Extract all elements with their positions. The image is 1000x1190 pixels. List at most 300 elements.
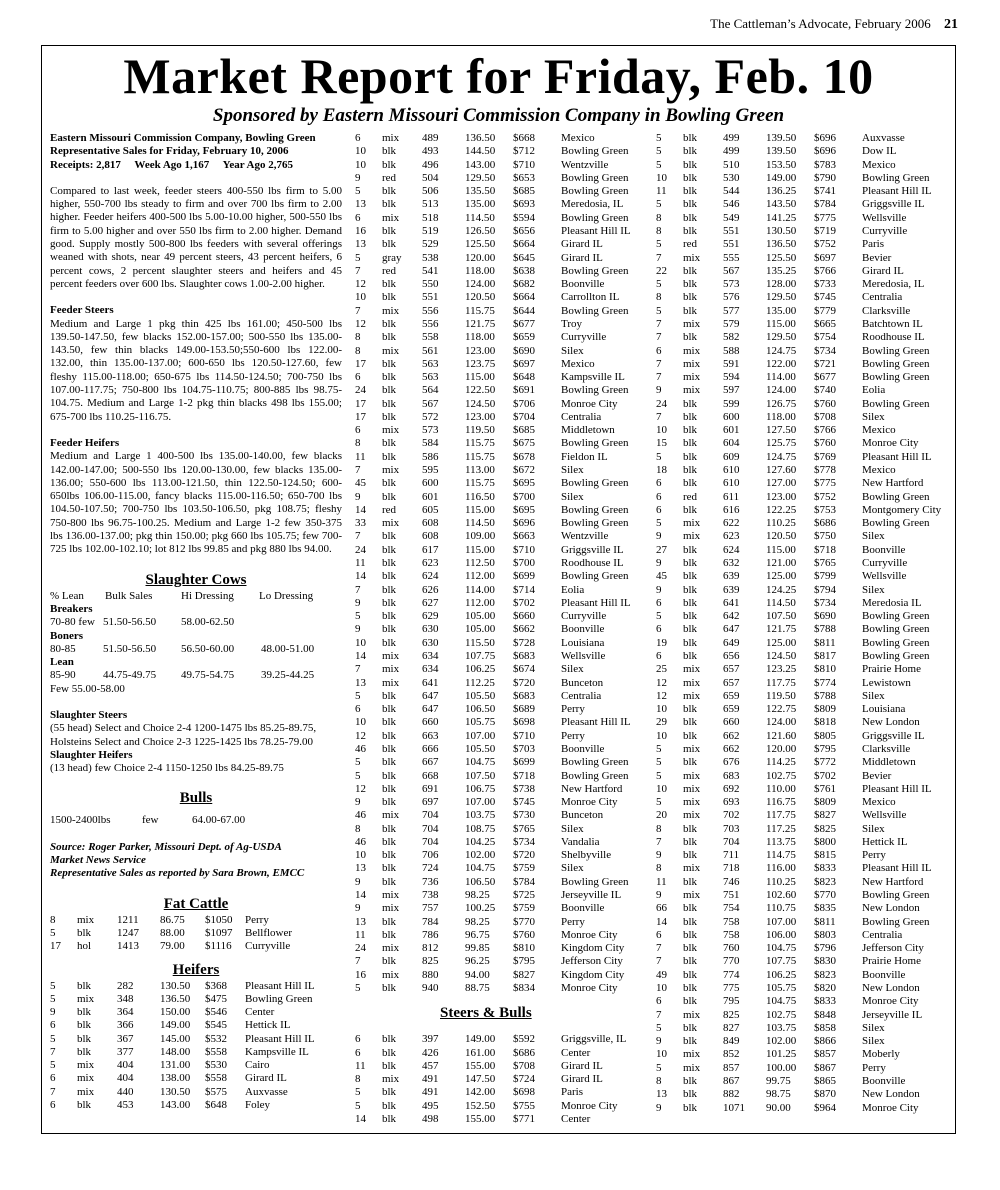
breed: blk xyxy=(683,849,698,862)
head-count: 5 xyxy=(656,198,662,211)
sale-row xyxy=(355,384,631,397)
weight: 538 xyxy=(422,251,439,264)
weight: 634 xyxy=(422,663,439,676)
price-head: $546 xyxy=(205,1006,227,1019)
head-count: 13 xyxy=(355,862,366,875)
sale-row xyxy=(355,677,631,690)
breed: blk xyxy=(683,583,698,596)
price-cwt: 130.50 xyxy=(160,1085,191,1098)
breed: blk xyxy=(382,835,397,848)
sale-row xyxy=(355,331,631,344)
price-head: $799 xyxy=(814,570,836,583)
breed: blk xyxy=(683,224,698,237)
price-head: $532 xyxy=(205,1032,227,1045)
weight: 622 xyxy=(723,517,740,530)
sale-row xyxy=(355,849,631,862)
weight: 504 xyxy=(422,171,439,184)
weight: 704 xyxy=(422,822,439,835)
sale-row xyxy=(656,916,941,929)
sale-row xyxy=(355,464,631,477)
price-cwt: 124.00 xyxy=(766,716,797,729)
sale-row xyxy=(355,637,631,650)
head-count: 5 xyxy=(656,158,662,171)
location: Carrollton IL xyxy=(561,291,620,304)
head-count: 6 xyxy=(656,503,662,516)
weight: 600 xyxy=(422,477,439,490)
location: Wellsville xyxy=(862,809,907,822)
sale-row xyxy=(656,796,941,809)
location: Moberly xyxy=(862,1048,900,1061)
breed: blk xyxy=(683,264,698,277)
sale-row xyxy=(50,927,292,940)
feeder-heifers-block xyxy=(50,437,342,557)
lean-few: Few 55.00-58.00 xyxy=(50,682,125,695)
price-cwt: 114.25 xyxy=(766,756,796,769)
price-head: $677 xyxy=(513,317,535,330)
sale-row xyxy=(355,663,631,676)
head-count: 12 xyxy=(656,689,667,702)
sale-row xyxy=(355,398,631,411)
weight: 519 xyxy=(422,224,439,237)
head-count: 6 xyxy=(355,371,361,384)
price-cwt: 114.50 xyxy=(766,596,796,609)
price-cwt: 143.00 xyxy=(160,1099,191,1112)
breed: blk xyxy=(683,198,698,211)
bulls-row xyxy=(50,814,342,827)
location: Middletown xyxy=(561,424,615,437)
price-cwt: 105.00 xyxy=(465,623,496,636)
price-head: $809 xyxy=(814,703,836,716)
breed: blk xyxy=(683,703,698,716)
price-head: $833 xyxy=(814,995,836,1008)
head-count: 7 xyxy=(656,357,662,370)
price-head: $795 xyxy=(513,955,535,968)
price-head: $754 xyxy=(814,331,836,344)
breed: blk xyxy=(77,1045,92,1058)
sale-row xyxy=(656,969,941,982)
breed: blk xyxy=(683,596,698,609)
location: Prairie Home xyxy=(862,663,921,676)
head-count: 6 xyxy=(656,995,662,1008)
location: Bowling Green xyxy=(862,371,930,384)
location: Silex xyxy=(561,862,584,875)
location: Bowling Green xyxy=(862,517,930,530)
breed: blk xyxy=(683,543,698,556)
price-cwt: 102.75 xyxy=(766,769,797,782)
weight: 605 xyxy=(422,503,439,516)
cell: 80-85 xyxy=(50,642,76,655)
price-cwt: 108.75 xyxy=(465,822,496,835)
price-head: $708 xyxy=(814,410,836,423)
head-count: 11 xyxy=(656,185,667,198)
breed: blk xyxy=(683,1101,698,1114)
weight: 641 xyxy=(723,596,740,609)
breed: blk xyxy=(77,1099,92,1112)
price-head: $530 xyxy=(205,1059,227,1072)
price-head: $728 xyxy=(513,636,535,649)
breed: mix xyxy=(683,676,701,689)
sale-row xyxy=(355,345,631,358)
weight: 604 xyxy=(723,437,740,450)
weight: 660 xyxy=(723,716,740,729)
price-head: $690 xyxy=(814,610,836,623)
price-cwt: 115.00 xyxy=(465,543,495,556)
price-cwt: 107.50 xyxy=(766,610,797,623)
breed: mix xyxy=(683,889,701,902)
sale-row xyxy=(656,902,941,915)
price-head: $686 xyxy=(814,517,836,530)
location: Bowling Green xyxy=(862,610,930,623)
price-head: $686 xyxy=(513,1046,535,1059)
location: Bunceton xyxy=(561,676,604,689)
breed: mix xyxy=(683,371,701,384)
price-head: $753 xyxy=(814,503,836,516)
weight: 757 xyxy=(422,902,439,915)
breed: blk xyxy=(683,304,698,317)
sale-row xyxy=(355,969,631,982)
price-cwt: 121.75 xyxy=(465,317,496,330)
weight: 825 xyxy=(422,955,439,968)
price-cwt: 114.00 xyxy=(766,371,796,384)
weight: 940 xyxy=(422,982,439,994)
sale-row xyxy=(355,252,631,265)
price-cwt: 98.75 xyxy=(766,1088,791,1101)
price-head: $708 xyxy=(513,1059,535,1072)
price-head: $964 xyxy=(814,1101,836,1114)
location: Boonville xyxy=(561,902,605,915)
breed: mix xyxy=(683,251,701,264)
location: Silex xyxy=(862,1021,885,1034)
location: New London xyxy=(862,982,920,994)
breed: mix xyxy=(683,809,701,822)
price-cwt: 124.00 xyxy=(465,278,496,291)
page-title: Market Report for Friday, Feb. 10 xyxy=(123,48,874,104)
head-count: 8 xyxy=(355,344,361,357)
price-cwt: 114.75 xyxy=(766,849,796,862)
sale-row xyxy=(355,358,631,371)
price-cwt: 112.50 xyxy=(465,557,495,569)
weight: 586 xyxy=(422,450,439,463)
weight: 849 xyxy=(723,1035,740,1048)
sale-row xyxy=(656,159,941,172)
location: Curryville xyxy=(561,610,607,623)
price-cwt: 115.75 xyxy=(465,450,495,463)
breed: mix xyxy=(382,809,400,822)
sale-row xyxy=(656,1022,941,1035)
price-cwt: 118.00 xyxy=(766,410,796,423)
location: Silex xyxy=(862,410,885,423)
head-count: 17 xyxy=(355,410,366,423)
price-cwt: 120.50 xyxy=(766,530,797,543)
intro-line-2: Representative Sales for Friday, February 10, 2006 xyxy=(50,145,289,158)
lean-row xyxy=(50,669,342,682)
price-cwt: 114.00 xyxy=(465,583,495,596)
price-head: $770 xyxy=(814,889,836,902)
price-cwt: 123.00 xyxy=(465,344,496,357)
location: Dow IL xyxy=(862,145,897,158)
price-cwt: 135.00 xyxy=(465,198,496,211)
weight: 577 xyxy=(723,304,740,317)
price-cwt: 121.00 xyxy=(766,557,797,569)
breed: blk xyxy=(382,224,397,237)
breed: blk xyxy=(382,557,397,569)
location: Center xyxy=(245,1006,275,1019)
breed: blk xyxy=(382,384,397,397)
head-count: 19 xyxy=(656,636,667,649)
price-head: $1050 xyxy=(205,913,233,926)
weight: 867 xyxy=(723,1074,740,1087)
head-count: 7 xyxy=(50,1085,56,1098)
price-head: $698 xyxy=(513,716,535,729)
location: Silex xyxy=(561,663,584,676)
head-count: 24 xyxy=(656,397,667,410)
price-head: $674 xyxy=(513,663,535,676)
location: Auxvasse xyxy=(862,132,905,144)
price-head: $664 xyxy=(513,291,535,304)
price-head: $685 xyxy=(513,185,535,198)
sale-row xyxy=(355,823,631,836)
sale-row xyxy=(355,916,631,929)
weight: 563 xyxy=(422,371,439,384)
price-cwt: 121.75 xyxy=(766,623,797,636)
price-head: $775 xyxy=(814,211,836,224)
location: Griggsville IL xyxy=(862,729,925,742)
running-head xyxy=(710,16,958,33)
sale-row xyxy=(355,1047,626,1060)
source-line: Representative Sales as reported by Sara Brown, EMCC xyxy=(50,867,305,880)
price-head: $475 xyxy=(205,992,227,1005)
sale-row xyxy=(355,291,631,304)
head-count: 15 xyxy=(656,437,667,450)
price-head: $778 xyxy=(814,464,836,477)
sale-row xyxy=(355,929,631,942)
location: Bowling Green xyxy=(561,517,629,530)
breed: blk xyxy=(683,450,698,463)
weight: 599 xyxy=(723,397,740,410)
weight: 426 xyxy=(422,1046,439,1059)
price-head: $771 xyxy=(513,1112,535,1125)
head-count: 12 xyxy=(355,278,366,291)
head-count: 24 xyxy=(355,543,366,556)
head-count: 9 xyxy=(355,171,361,184)
price-cwt: 119.50 xyxy=(766,689,796,702)
head-count: 9 xyxy=(656,583,662,596)
location: Silex xyxy=(561,490,584,503)
price-cwt: 88.00 xyxy=(160,926,185,939)
location: Meredosia, IL xyxy=(561,198,624,211)
price-cwt: 102.75 xyxy=(766,1008,797,1021)
location: Bellflower xyxy=(245,926,293,939)
heifers-continued-table xyxy=(355,132,631,995)
breed: blk xyxy=(382,397,397,410)
breed: blk xyxy=(683,211,698,224)
location: Bowling Green xyxy=(862,171,930,184)
price-head: $734 xyxy=(814,596,836,609)
price-cwt: 123.00 xyxy=(766,490,797,503)
location: Boonville xyxy=(561,742,605,755)
price-head: $825 xyxy=(814,822,836,835)
sale-row xyxy=(355,716,631,729)
price-head: $820 xyxy=(814,982,836,994)
location: Girard IL xyxy=(561,238,603,251)
head-count: 11 xyxy=(355,450,366,463)
sale-row xyxy=(656,345,941,358)
price-head: $800 xyxy=(814,835,836,848)
sale-row xyxy=(355,743,631,756)
sale-row xyxy=(656,517,941,530)
fat-cattle-block xyxy=(50,894,342,954)
weight: 624 xyxy=(422,570,439,583)
head-count: 6 xyxy=(656,649,662,662)
breed: gray xyxy=(382,251,402,264)
price-head: $834 xyxy=(513,982,535,994)
price-cwt: 144.50 xyxy=(465,145,496,158)
weight: 610 xyxy=(723,464,740,477)
breed: blk xyxy=(382,862,397,875)
price-head: $675 xyxy=(513,437,535,450)
price-cwt: 104.75 xyxy=(766,995,797,1008)
weight: 693 xyxy=(723,796,740,809)
price-head: $740 xyxy=(814,384,836,397)
breed: blk xyxy=(382,955,397,968)
location: Monroe City xyxy=(561,397,618,410)
sale-row xyxy=(355,703,631,716)
price-head: $700 xyxy=(513,490,535,503)
head-count: 5 xyxy=(656,742,662,755)
price-cwt: 107.00 xyxy=(766,915,797,928)
sale-row xyxy=(656,1062,941,1075)
sale-row xyxy=(656,876,941,889)
sale-row xyxy=(656,756,941,769)
breed: blk xyxy=(683,610,698,623)
location: Mexico xyxy=(862,464,896,477)
location: New Hartford xyxy=(561,782,623,795)
head-count: 10 xyxy=(355,716,366,729)
location: Paris xyxy=(862,238,884,251)
head-count: 9 xyxy=(355,902,361,915)
location: Bowling Green xyxy=(561,171,629,184)
price-cwt: 116.50 xyxy=(465,490,495,503)
price-cwt: 100.25 xyxy=(465,902,496,915)
sale-row xyxy=(656,1035,941,1048)
sale-row xyxy=(656,477,941,490)
location: Monroe City xyxy=(561,982,618,994)
breed: mix xyxy=(382,211,400,224)
weight: 711 xyxy=(723,849,740,862)
price-cwt: 126.50 xyxy=(465,224,496,237)
sale-row xyxy=(355,690,631,703)
breed: blk xyxy=(683,171,698,184)
breed: blk xyxy=(683,557,698,569)
breed: mix xyxy=(382,464,400,477)
head-count: 13 xyxy=(355,198,366,211)
weight: 600 xyxy=(723,410,740,423)
weight: 736 xyxy=(422,875,439,888)
breed: blk xyxy=(683,410,698,423)
breed: blk xyxy=(382,782,397,795)
price-head: $712 xyxy=(513,145,535,158)
price-head: $702 xyxy=(513,596,535,609)
weight: 366 xyxy=(117,1019,134,1032)
location: Hettick IL xyxy=(245,1019,291,1032)
price-cwt: 135.25 xyxy=(766,264,797,277)
weight: 656 xyxy=(723,649,740,662)
price-cwt: 107.00 xyxy=(465,796,496,809)
sale-row xyxy=(656,1009,941,1022)
breed: blk xyxy=(382,703,397,716)
price-head: $696 xyxy=(513,517,535,530)
price-cwt: 107.00 xyxy=(465,729,496,742)
head-count: 9 xyxy=(355,623,361,636)
price-head: $848 xyxy=(814,1008,836,1021)
location: Bowling Green xyxy=(862,889,930,902)
price-head: $734 xyxy=(513,835,535,848)
head-count: 66 xyxy=(656,902,667,915)
sale-row xyxy=(656,464,941,477)
sale-row xyxy=(50,980,315,993)
weight: 597 xyxy=(723,384,740,397)
price-cwt: 142.00 xyxy=(465,1086,496,1099)
breed: blk xyxy=(382,185,397,198)
weight: 704 xyxy=(422,835,439,848)
price-head: $695 xyxy=(513,503,535,516)
weight: 518 xyxy=(422,211,439,224)
price-cwt: 125.75 xyxy=(766,437,797,450)
location: Silex xyxy=(561,344,584,357)
breed: mix xyxy=(683,1061,701,1074)
price-cwt: 110.00 xyxy=(766,782,796,795)
head-count: 14 xyxy=(355,570,366,583)
price-cwt: 102.00 xyxy=(766,1035,797,1048)
location: Bowling Green xyxy=(862,636,930,649)
sale-row xyxy=(355,530,631,543)
weight: 775 xyxy=(723,982,740,994)
sale-row xyxy=(355,836,631,849)
price-head: $766 xyxy=(814,264,836,277)
price-head: $665 xyxy=(814,317,836,330)
price-head: $668 xyxy=(513,132,535,144)
price-head: $645 xyxy=(513,251,535,264)
location: Lewistown xyxy=(862,676,911,689)
weight: 667 xyxy=(422,756,439,769)
price-head: $745 xyxy=(814,291,836,304)
sale-row xyxy=(355,132,631,145)
cell: 58.00-62.50 xyxy=(181,616,235,629)
price-cwt: 110.25 xyxy=(766,517,796,530)
column-header: Bulk Sales xyxy=(105,589,153,602)
breed: hol xyxy=(77,940,92,953)
weight: 623 xyxy=(723,530,740,543)
head-count: 6 xyxy=(355,132,361,144)
location: Curryville xyxy=(862,557,908,569)
head-count: 5 xyxy=(656,517,662,530)
feeder-heifers-text: Medium and Large 1 400-500 lbs 135.00-140.00, few blacks 142.00-147.00; 500-550 lbs 120.00-130.00, few blacks 135.00-136.00; 550-600 lbs 113.00-121.50, thin 122.50-124.50; 600-650lbs 106.00-115.00, fancy blacks 115.00-116.50; 650-700 lbs 104.50-107.50; 700-750 lbs 103.50-106.50, pkg 108.75; fleshy 750-800 lbs 96.75-100.25. Medium and Large 1-2 few 350-375 lbs 136.00-137.00; pkg thin 150.00; pkg 660 lbs 105.75; few 700-725 lbs 102.00-102.10; lot 812 lbs 99.85 and pkg 880 lbs 94.00. xyxy=(50,450,342,556)
sale-row xyxy=(50,1046,315,1059)
breed: blk xyxy=(77,926,92,939)
sale-row xyxy=(656,836,941,849)
breed: mix xyxy=(683,782,701,795)
weight: 1413 xyxy=(117,940,139,953)
weight: 1247 xyxy=(117,926,139,939)
price-cwt: 118.00 xyxy=(465,264,495,277)
breed: blk xyxy=(382,490,397,503)
head-count: 5 xyxy=(50,992,56,1005)
head-count: 9 xyxy=(355,875,361,888)
publication-line: The Cattleman’s Advocate, February 2006 xyxy=(710,16,931,31)
sale-row xyxy=(656,451,941,464)
sale-row xyxy=(656,411,941,424)
price-cwt: 128.00 xyxy=(766,278,797,291)
